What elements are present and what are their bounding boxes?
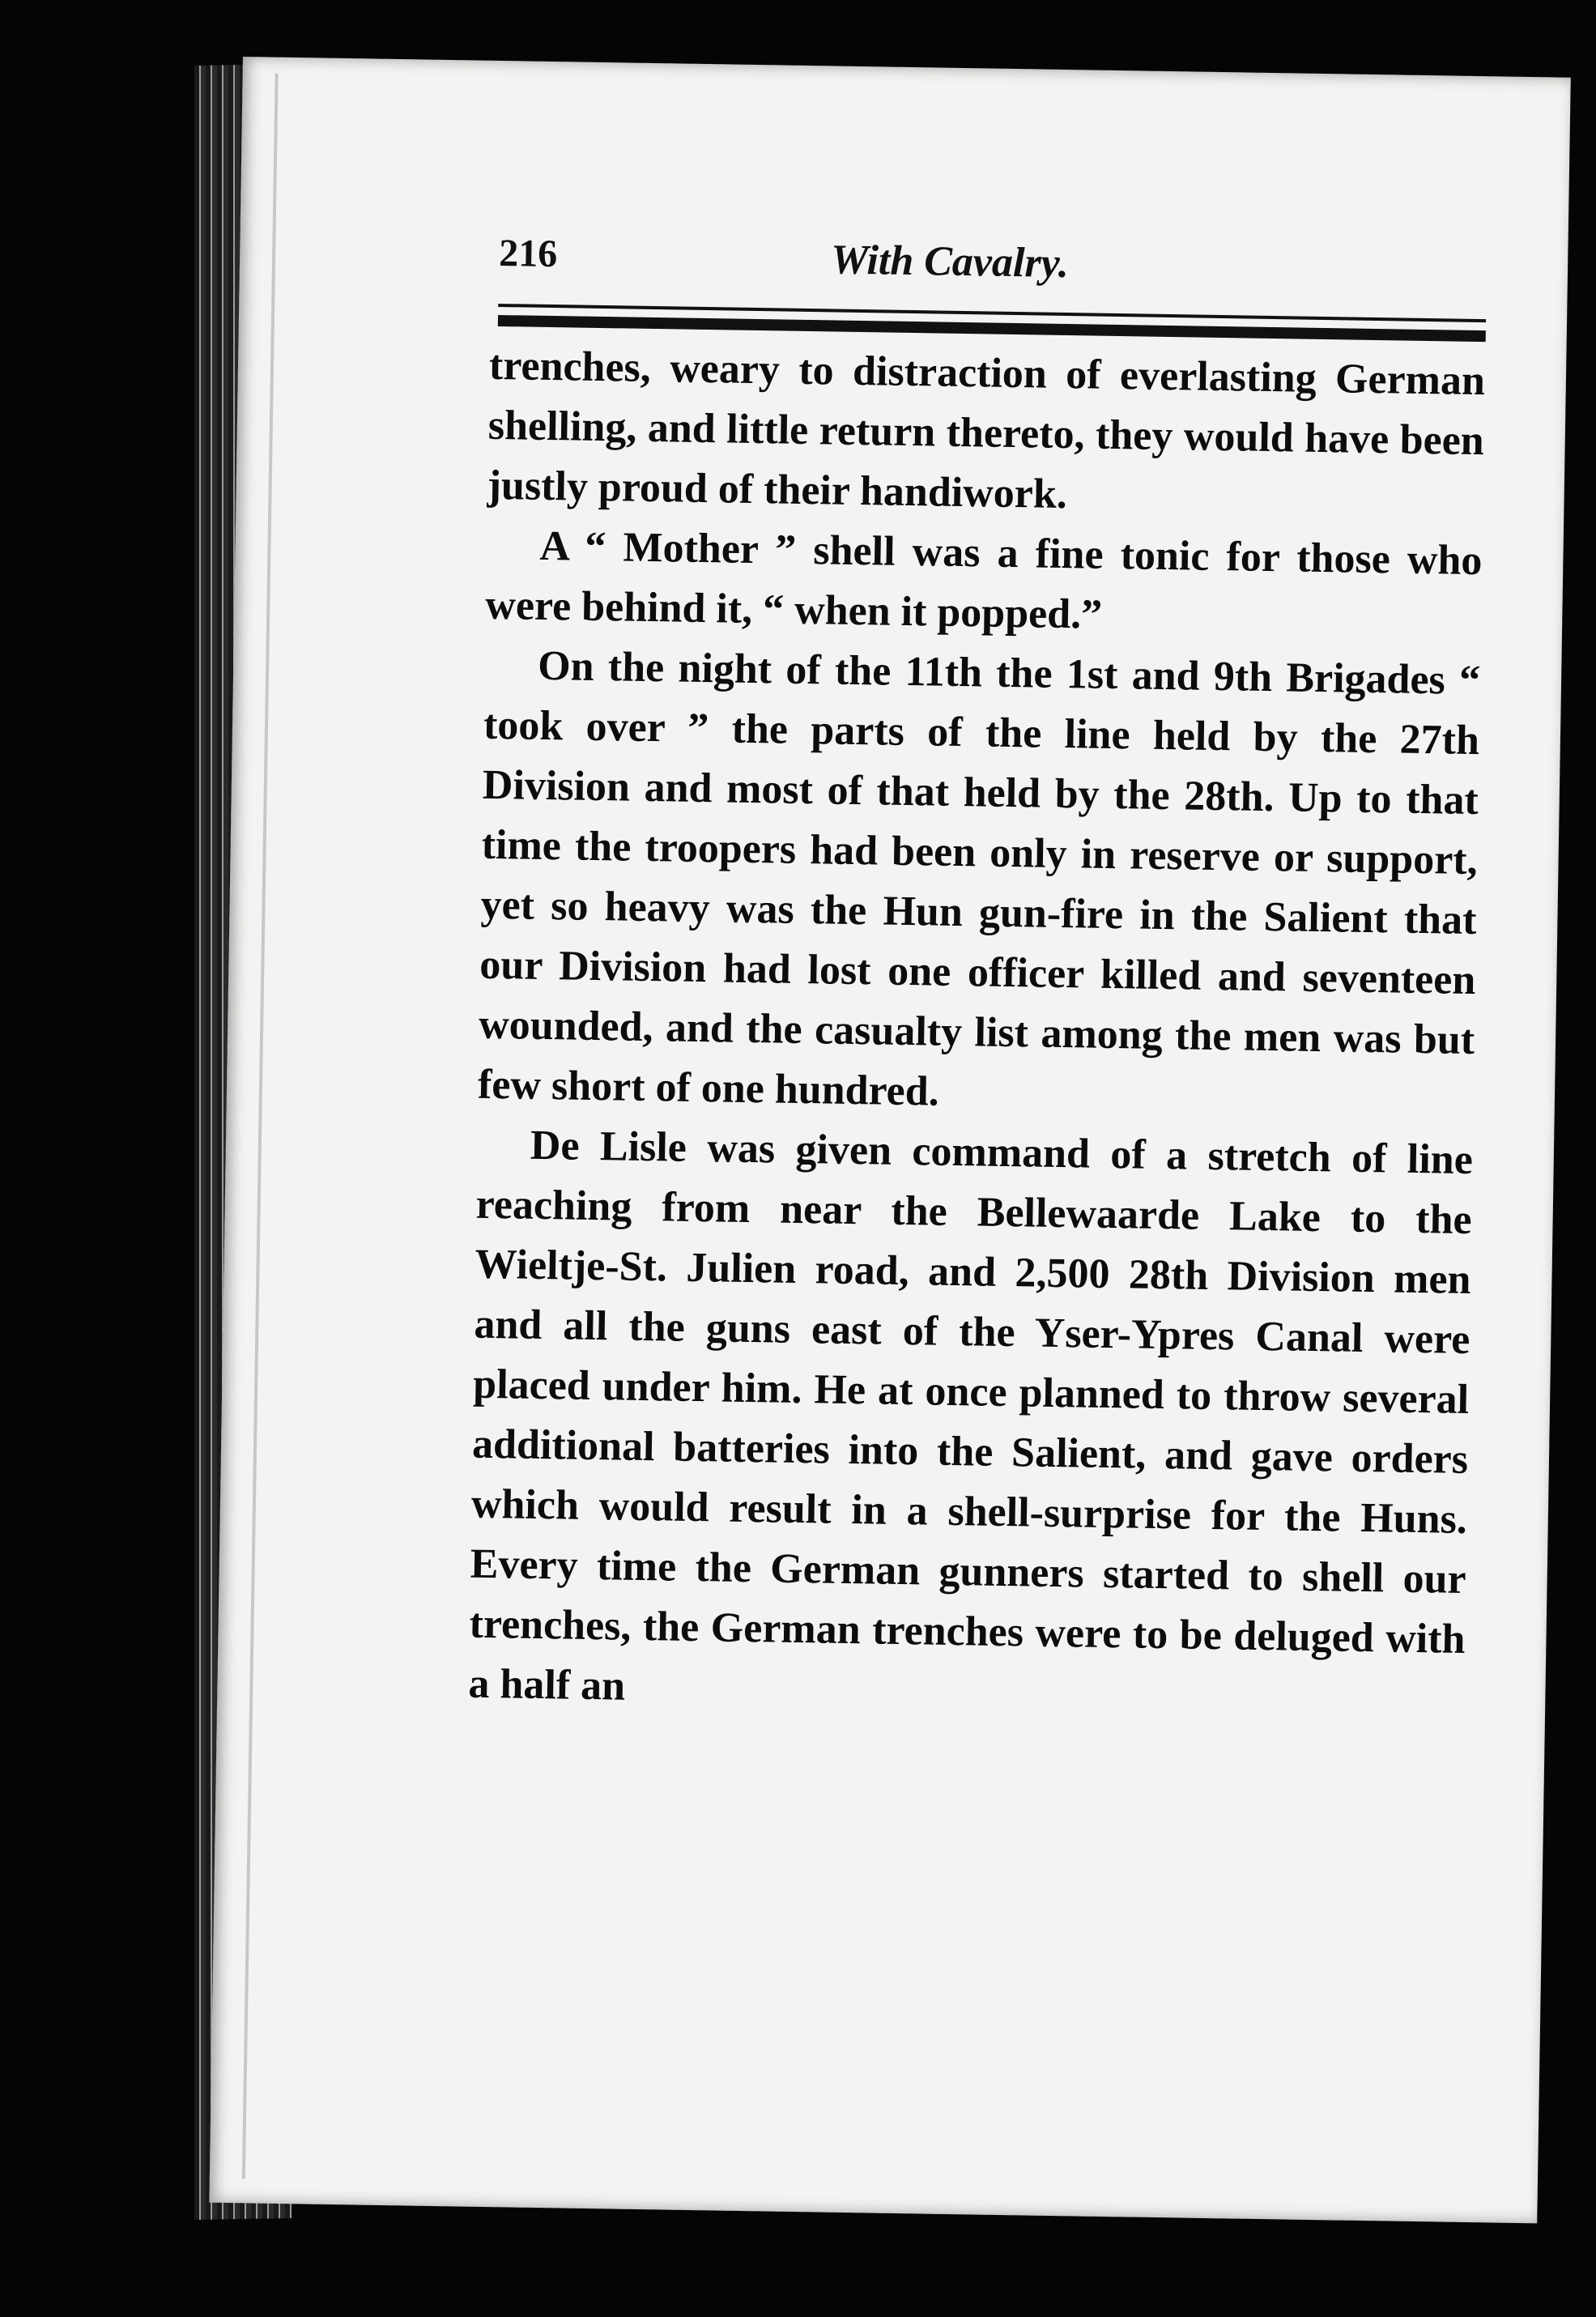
body-text bbox=[468, 336, 1486, 1730]
page-gutter-line bbox=[242, 74, 279, 2179]
paragraph: De Lisle was given command of a stretch of line reaching from near the Bellewaarde Lake to the Wieltje-St. Julien road, and 2,500 28th Division men and all the guns east of the Yser-Ypres Canal were placed under him. He at once planned to throw several additional batteries into the Salient, and gave orders which would result in a shell-surprise for the Huns. Every time the German gunners started to shell our trenches, the German trenches were to be deluged with a half an bbox=[468, 1122, 1474, 1710]
running-title: With Cavalry. bbox=[830, 236, 1070, 287]
paragraph: trenches, weary to distraction of everlasting German shelling, and little return thereto, they would have been justly proud of their handiwork. bbox=[487, 342, 1486, 518]
page-number: 216 bbox=[498, 232, 558, 276]
paragraph: On the night of the 11th the 1st and 9th Brigades “ took over ” the parts of the line held by the 27th Division and most of that held by the 28th. Up to that time the troopers had been only in reserve or support, yet so heavy was the Hun gun-fire in the Salient that our Division had lost one officer killed and seventeen wounded, and the casualty list among the men was but few short of one hundred. bbox=[477, 642, 1481, 1115]
book-page bbox=[209, 57, 1570, 2223]
paragraph: A “ Mother ” shell was a fine tonic for those who were behind it, “ when it popped.” bbox=[484, 522, 1483, 638]
